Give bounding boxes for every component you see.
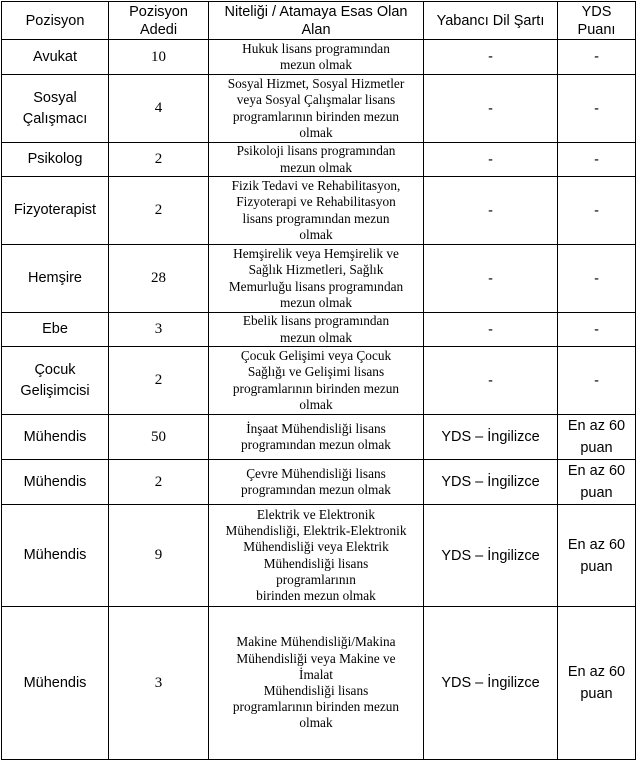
qualification-cell: Hukuk lisans programından mezun olmak	[209, 40, 424, 75]
count-cell: 28	[109, 245, 209, 313]
yds-cell: En az 60 puan	[558, 460, 636, 505]
header-language: Yabancı Dil Şartı	[424, 2, 558, 40]
yds-cell: -	[558, 75, 636, 143]
table-row	[2, 347, 636, 415]
yds-cell: -	[558, 313, 636, 347]
qualification-cell: Çocuk Gelişimi veya Çocuk Sağlığı ve Gelişimi lisans programlarının birinden mezun olmak	[209, 347, 424, 415]
position-cell: Avukat	[2, 40, 109, 75]
language-cell: -	[424, 245, 558, 313]
qualification-cell: İnşaat Mühendisliği lisans programından mezun olmak	[209, 415, 424, 460]
table-row	[2, 313, 636, 347]
yds-cell: -	[558, 177, 636, 245]
table-row	[2, 143, 636, 177]
header-row	[2, 2, 636, 40]
table-row	[2, 75, 636, 143]
table-row	[2, 460, 636, 505]
qualification-cell: Elektrik ve Elektronik Mühendisliği, Elektrik-Elektronik Mühendisliği veya Elektrik Mühendisliği lisans programlarının birinden mezun olmak	[209, 505, 424, 607]
count-cell: 2	[109, 177, 209, 245]
yds-cell: En az 60 puan	[558, 607, 636, 760]
yds-cell: En az 60 puan	[558, 505, 636, 607]
language-cell: YDS – İngilizce	[424, 415, 558, 460]
count-cell: 4	[109, 75, 209, 143]
position-cell: Hemşire	[2, 245, 109, 313]
count-cell: 2	[109, 143, 209, 177]
language-cell: YDS – İngilizce	[424, 505, 558, 607]
qualification-cell: Çevre Mühendisliği lisans programından mezun olmak	[209, 460, 424, 505]
qualification-cell: Ebelik lisans programından mezun olmak	[209, 313, 424, 347]
yds-cell: -	[558, 347, 636, 415]
count-cell: 2	[109, 460, 209, 505]
yds-cell: -	[558, 40, 636, 75]
count-cell: 3	[109, 313, 209, 347]
position-cell: Ebe	[2, 313, 109, 347]
qualification-cell: Psikoloji lisans programından mezun olmak	[209, 143, 424, 177]
qualification-cell: Hemşirelik veya Hemşirelik ve Sağlık Hizmetleri, Sağlık Memurluğu lisans programından mezun olmak	[209, 245, 424, 313]
header-position: Pozisyon	[2, 2, 109, 40]
position-cell: Fizyoterapist	[2, 177, 109, 245]
count-cell: 10	[109, 40, 209, 75]
count-cell: 2	[109, 347, 209, 415]
language-cell: -	[424, 75, 558, 143]
count-cell: 50	[109, 415, 209, 460]
header-yds: YDS Puanı	[558, 2, 636, 40]
table-row	[2, 177, 636, 245]
qualification-cell: Fizik Tedavi ve Rehabilitasyon, Fizyoterapi ve Rehabilitasyon lisans programından mezun olmak	[209, 177, 424, 245]
language-cell: -	[424, 40, 558, 75]
position-cell: Çocuk Gelişimcisi	[2, 347, 109, 415]
positions-table	[1, 1, 636, 760]
position-cell: Psikolog	[2, 143, 109, 177]
language-cell: YDS – İngilizce	[424, 460, 558, 505]
table-row	[2, 607, 636, 760]
language-cell: -	[424, 313, 558, 347]
position-cell: Mühendis	[2, 505, 109, 607]
table-row	[2, 505, 636, 607]
language-cell: YDS – İngilizce	[424, 607, 558, 760]
position-cell: Mühendis	[2, 607, 109, 760]
yds-cell: En az 60 puan	[558, 415, 636, 460]
qualification-cell: Makine Mühendisliği/Makina Mühendisliği veya Makine ve İmalat Mühendisliği lisans programlarının birinden mezun olmak	[209, 607, 424, 760]
count-cell: 3	[109, 607, 209, 760]
position-cell: Mühendis	[2, 460, 109, 505]
qualification-cell: Sosyal Hizmet, Sosyal Hizmetler veya Sosyal Çalışmalar lisans programlarının birinden mezun olmak	[209, 75, 424, 143]
language-cell: -	[424, 143, 558, 177]
yds-cell: -	[558, 143, 636, 177]
table-row	[2, 245, 636, 313]
yds-cell: -	[558, 245, 636, 313]
position-cell: Mühendis	[2, 415, 109, 460]
language-cell: -	[424, 177, 558, 245]
table-row	[2, 40, 636, 75]
count-cell: 9	[109, 505, 209, 607]
table-row	[2, 415, 636, 460]
language-cell: -	[424, 347, 558, 415]
position-cell: Sosyal Çalışmacı	[2, 75, 109, 143]
header-qualification: Niteliği / Atamaya Esas Olan Alan	[209, 2, 424, 40]
header-count: Pozisyon Adedi	[109, 2, 209, 40]
